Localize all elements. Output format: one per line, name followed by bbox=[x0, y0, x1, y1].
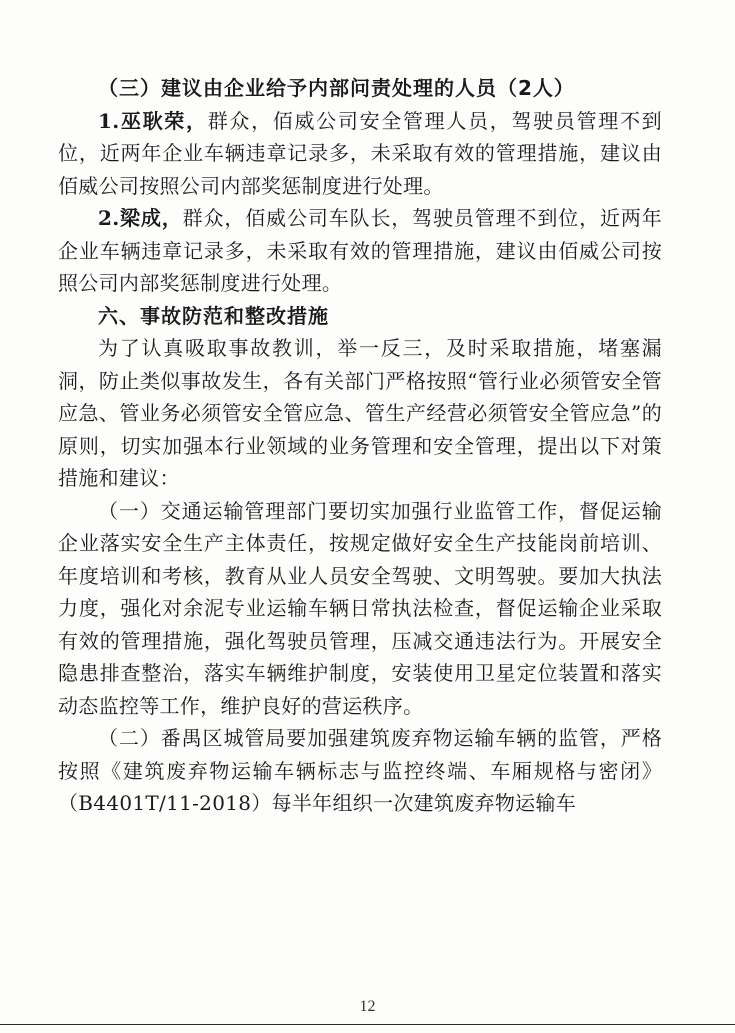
person-2-text: 群众，佰威公司车队长，驾驶员管理不到位，近两年企业车辆违章记录多，未采取有效的管理措施，建议由佰威公司按照公司内部奖惩制度进行处理。 bbox=[58, 206, 662, 295]
paragraph-measure-1: （一）交通运输管理部门要切实加强行业监管工作，督促运输企业落实安全生产主体责任，按规定做好安全生产技能岗前培训、年度培训和考核，教育从业人员安全驾驶、文明驾驶。要加大执法力度，强化对余泥专业运输车辆日常执法检查，督促运输企业采取有效的管理措施，强化驾驶员管理，压减交通违法行为。开展安全隐患排查整治，落实车辆维护制度，安装使用卫星定位装置和落实动态监控等工作，维护良好的营运秩序。 bbox=[58, 498, 662, 718]
paragraph-intro-measures: 为了认真吸取事故教训，举一反三，及时采取措施，堵塞漏洞，防止类似事故发生，各有关部门严格按照“管行业必须管安全管应急、管业务必须管安全管应急、管生产经营必须管安全管应急”的原则，切实加强本行业领域的业务管理和安全管理，提出以下对策措施和建议： bbox=[58, 336, 662, 490]
section-heading-measures bbox=[58, 300, 662, 333]
document-body bbox=[58, 72, 662, 820]
page-bottom-divider bbox=[0, 1024, 735, 1025]
paragraph-measure-2: （二）番禺区城管局要加强建筑废弃物运输车辆的监管，严格按照《建筑废弃物运输车辆标志与监控终端、车厢规格与密闭》（B4401T/11-2018）每半年组织一次建筑废弃物运输车 bbox=[58, 726, 662, 815]
person-1-text: 群众，佰威公司安全管理人员，驾驶员管理不到位，近两年企业车辆违章记录多，未采取有效的管理措施，建议由佰威公司按照公司内部奖惩制度进行处理。 bbox=[58, 108, 662, 198]
paragraph-person-2 bbox=[58, 202, 662, 300]
heading-text: （三）建议由企业给予内部问责处理的人员（2人） bbox=[98, 76, 575, 100]
person-2-name: 2.梁成， bbox=[98, 206, 183, 230]
paragraph-person-1 bbox=[58, 105, 662, 203]
section-heading-accountability bbox=[58, 72, 662, 105]
page-number: 12 bbox=[359, 998, 376, 1015]
heading-text: 六、事故防范和整改措施 bbox=[98, 303, 329, 328]
person-1-name: 1.巫耿荣， bbox=[98, 108, 208, 133]
